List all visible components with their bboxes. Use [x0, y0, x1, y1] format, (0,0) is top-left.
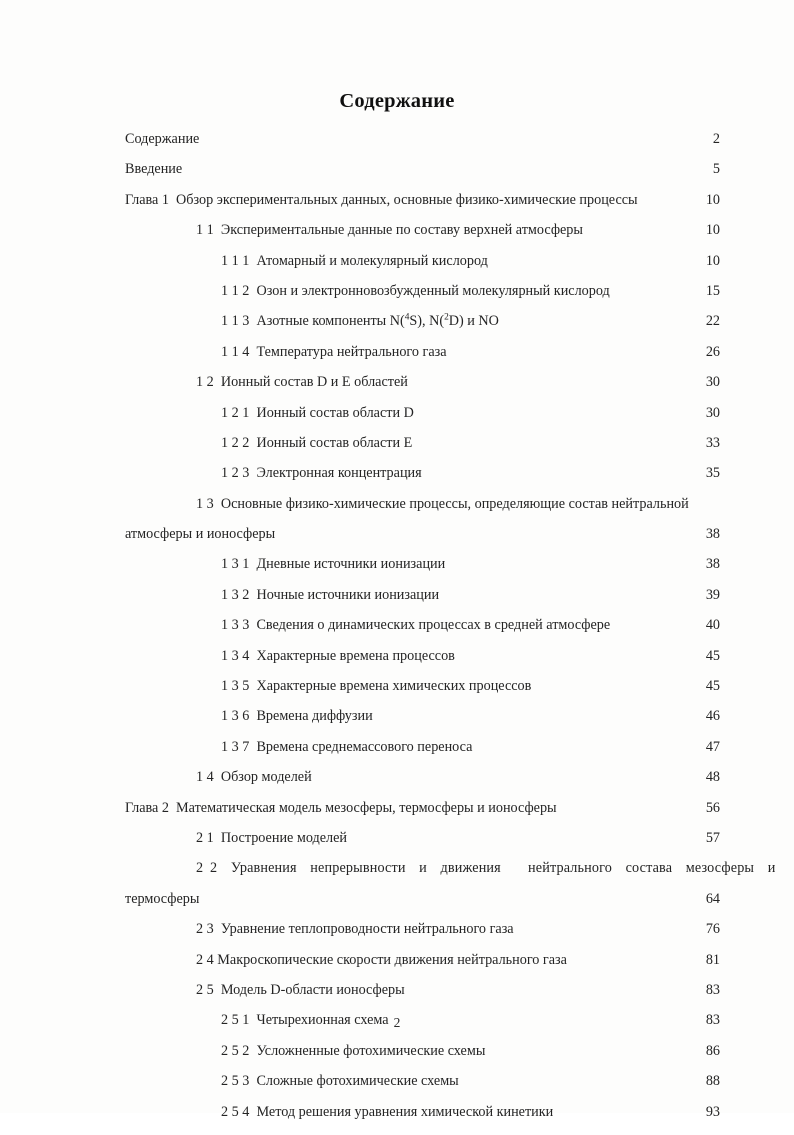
toc-entry[interactable]: [125, 709, 720, 739]
toc-entry[interactable]: [125, 375, 720, 405]
toc-entry[interactable]: [125, 557, 720, 587]
toc-entry-label: 1 4 Обзор моделей: [196, 769, 312, 786]
footer-page-number: 2: [393, 1015, 401, 1030]
toc-entry-label: Глава 1 Обзор экспериментальных данных, основные физико-химические процессы: [125, 191, 638, 208]
toc-entry-page-number: 83: [705, 1012, 720, 1029]
toc-entry-label: 1 1 Экспериментальные данные по составу верхней атмосферы: [196, 222, 583, 239]
toc-entry-label: Содержание: [125, 131, 200, 147]
toc-entry-label: 1 3 Основные физико-химические процессы, определяющие состав нейтральной: [196, 495, 689, 512]
toc-entry-page-number: 38: [705, 526, 720, 543]
toc-entry-label: 1 3 3 Сведения о динамических процессах в средней атмосфере: [221, 617, 611, 634]
toc-entry-label: 1 3 7 Времена среднемассового переноса: [221, 738, 473, 755]
toc-entry[interactable]: [125, 618, 720, 648]
toc-entry-label: 2 5 Модель D-области ионосферы: [196, 981, 405, 998]
toc-entry-label-continued: [125, 892, 720, 922]
toc-entry-label: 1 3 4 Характерные времена процессов: [221, 647, 455, 664]
toc-entry-page-number: 33: [705, 434, 720, 451]
toc-entry[interactable]: [125, 162, 720, 192]
toc-entry[interactable]: [125, 223, 720, 253]
toc-entry-page-number: 64: [705, 890, 720, 907]
toc-entry-label: 1 2 1 Ионный состав области D: [221, 404, 414, 421]
toc-entry-page-number: 86: [705, 1042, 720, 1059]
toc-entry[interactable]: [125, 740, 720, 770]
toc-entry-page-number: 15: [705, 282, 720, 299]
toc-entry[interactable]: [125, 132, 720, 162]
toc-entry[interactable]: [125, 588, 720, 618]
toc-entry[interactable]: [125, 466, 720, 496]
toc-entry-label: 2 5 4 Метод решения уравнения химической кинетики: [221, 1103, 554, 1120]
toc-entry-label: 1 1 3 Азотные компоненты N($^4$S), N($^2$D) и NO: [221, 312, 499, 330]
toc-entry-page-number: 10: [705, 191, 720, 208]
toc-entry-page-number: 10: [705, 252, 720, 269]
toc-entry[interactable]: [125, 1044, 720, 1074]
toc-entry[interactable]: [125, 770, 720, 800]
toc-entry-page-number: 30: [705, 404, 720, 421]
toc-entry[interactable]: [125, 860, 776, 922]
toc-entry[interactable]: [125, 284, 720, 314]
toc-entry[interactable]: [125, 314, 720, 344]
toc-entry-label: 1 3 2 Ночные источники ионизации: [221, 586, 440, 603]
toc-entry-page-number: 40: [705, 617, 720, 634]
toc-entry-label: 2 4 Макроскопические скорости движения нейтрального газа: [196, 951, 567, 968]
toc-entry-page-number: 48: [705, 769, 720, 786]
toc-entry-page-number: 2: [712, 131, 720, 147]
toc-entry-label: 2 2 Уравнения непрерывности и движения нейтрального состава мезосферы и: [196, 860, 776, 877]
toc-entry-label: 1 2 2 Ионный состав области Е: [221, 434, 413, 451]
toc-entry-page-number: 56: [705, 799, 720, 816]
toc-entry-label: 2 5 3 Сложные фотохимические схемы: [221, 1073, 459, 1090]
toc-entry-page-number: 57: [705, 829, 720, 846]
toc-entry[interactable]: [125, 406, 720, 436]
toc-entry-page-number: 30: [705, 374, 720, 391]
toc-entry-page-number: 81: [705, 951, 720, 968]
toc-entry-label: 2 1 Построение моделей: [196, 829, 348, 846]
toc-entry-label: Глава 2 Математическая модель мезосферы, термосферы и ионосферы: [125, 799, 557, 816]
toc-entry[interactable]: [125, 801, 720, 831]
toc-entry-label: 2 5 1 Четырехионная схема: [221, 1012, 389, 1029]
toc-entry-label-continued-text: атмосферы и ионосферы: [125, 526, 276, 543]
toc-entry-page-number: 76: [705, 921, 720, 938]
toc-entry[interactable]: [125, 254, 720, 284]
toc-entry[interactable]: [125, 649, 720, 679]
toc-entry-page-number: 38: [705, 556, 720, 573]
toc-entry-label: 2 3 Уравнение теплопроводности нейтрального газа: [196, 921, 514, 938]
toc-entry[interactable]: [125, 436, 720, 466]
toc-entry[interactable]: [125, 193, 720, 223]
toc-entry-label: Введение: [125, 161, 183, 178]
toc-entry-page-number: 93: [705, 1103, 720, 1120]
toc-entry-page-number: 46: [705, 708, 720, 725]
toc-entry-page-number: 5: [712, 161, 720, 178]
toc-entry-label: 1 1 2 Озон и электронновозбужденный молекулярный кислород: [221, 282, 610, 299]
toc-entry-label: 1 2 Ионный состав D и Е областей: [196, 374, 408, 391]
toc-entry-page-number: 83: [705, 981, 720, 998]
toc-entry[interactable]: [125, 983, 720, 1013]
toc-entry[interactable]: [125, 497, 720, 558]
toc-entry[interactable]: [125, 1105, 720, 1135]
toc-entry[interactable]: [125, 831, 720, 861]
toc-entry-page-number: 26: [705, 343, 720, 360]
toc-entry-label: 1 3 5 Характерные времена химических процессов: [221, 678, 532, 695]
toc-entry-page-number: 45: [705, 647, 720, 664]
toc-entry-label: 1 1 4 Температура нейтрального газа: [221, 343, 447, 360]
toc-entry-label: 2 5 2 Усложненные фотохимические схемы: [221, 1042, 486, 1059]
toc-entry-label: 1 1 1 Атомарный и молекулярный кислород: [221, 252, 488, 269]
toc-entry-page-number: 47: [705, 738, 720, 755]
toc-entry[interactable]: [125, 953, 720, 983]
toc-entry[interactable]: [125, 1074, 720, 1104]
toc-entry[interactable]: [125, 345, 720, 375]
toc-entry[interactable]: [125, 679, 720, 709]
page-title: Содержание: [339, 90, 455, 112]
toc-entry-label-continued-text: термосферы: [125, 890, 200, 907]
toc-entry-page-number: 39: [705, 586, 720, 603]
toc-entry-label: 1 3 1 Дневные источники ионизации: [221, 556, 446, 573]
toc-entry-label-continued: [125, 527, 720, 557]
toc-entry-page-number: 45: [705, 678, 720, 695]
table-of-contents: [125, 131, 776, 1135]
toc-entry-page-number: 35: [705, 465, 720, 482]
toc-entry-page-number: 10: [705, 222, 720, 239]
toc-entry[interactable]: [125, 922, 720, 952]
toc-entry-label: 1 2 3 Электронная концентрация: [221, 465, 422, 482]
toc-entry-page-number: 22: [705, 313, 720, 330]
toc-entry-page-number: 88: [705, 1073, 720, 1090]
toc-entry-label: 1 3 6 Времена диффузии: [221, 708, 373, 725]
